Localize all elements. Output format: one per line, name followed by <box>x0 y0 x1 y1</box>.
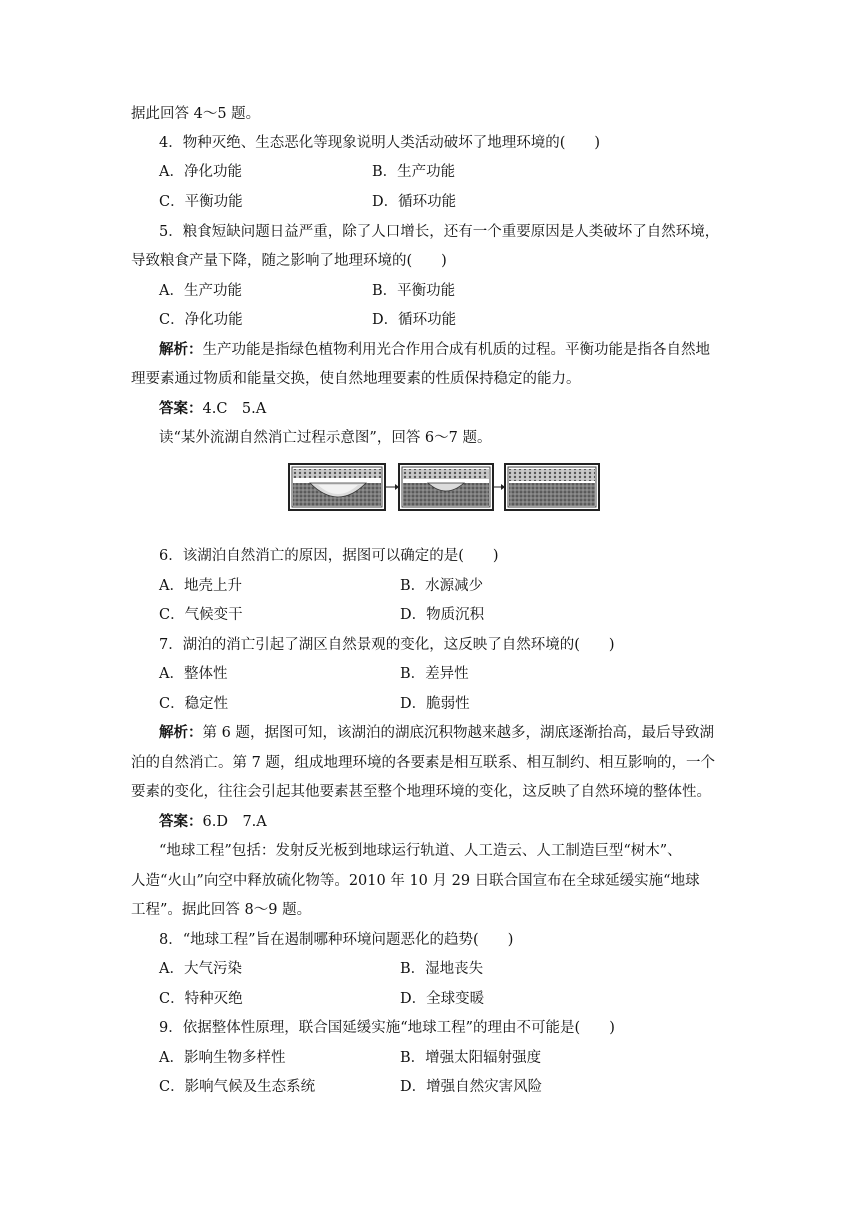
q4-option-a: A．净化功能 <box>159 164 242 180</box>
question-6-stem: 6．该湖泊自然消亡的原因，据图可以确定的是( ) <box>159 548 499 564</box>
q4-option-c: C．平衡功能 <box>159 194 243 210</box>
q9-option-b: B．增强太阳辐射强度 <box>400 1050 542 1066</box>
intro-4-5: 据此回答 4～5 题。 <box>131 106 261 122</box>
answer-label: 答案： <box>159 813 203 830</box>
q6-option-d: D．物质沉积 <box>400 607 485 623</box>
question-8-stem: 8．“地球工程”旨在遏制哪种环境问题恶化的趋势( ) <box>159 932 514 948</box>
lake-disappearance-figure <box>288 463 600 513</box>
lake-stage-1 <box>289 464 385 510</box>
question-9-stem: 9．依据整体性原理，联合国延缓实施“地球工程”的理由不可能是( ) <box>159 1020 615 1036</box>
answer-6-7 <box>159 812 267 832</box>
lake-stage-2 <box>399 464 493 510</box>
q6-option-c: C．气候变干 <box>159 607 243 623</box>
q8-option-c: C．特种灭绝 <box>159 991 243 1007</box>
q5-option-a: A．生产功能 <box>159 283 242 299</box>
q8-option-b: B．湿地丧失 <box>400 961 484 977</box>
answer-value: 6.D 7.A <box>202 814 267 830</box>
q7-option-c: C．稳定性 <box>159 696 229 712</box>
q7-option-a: A．整体性 <box>159 666 228 682</box>
q9-option-c: C．影响气候及生态系统 <box>159 1079 316 1095</box>
q9-option-a: A．影响生物多样性 <box>159 1050 286 1066</box>
q7-option-d: D．脆弱性 <box>400 696 470 712</box>
q8-option-d: D．全球变暖 <box>400 991 485 1007</box>
intro-8-9-line3: 工程”。据此回答 8～9 题。 <box>131 902 312 918</box>
question-7-stem: 7．湖泊的消亡引起了湖区自然景观的变化，这反映了自然环境的( ) <box>159 637 615 653</box>
q5-option-b: B．平衡功能 <box>372 283 456 299</box>
q5-option-d: D．循环功能 <box>372 312 457 328</box>
q4-option-d: D．循环功能 <box>372 194 457 210</box>
intro-8-9-line1: “地球工程”包括：发射反光板到地球运行轨道、人工造云、人工制造巨型“树木”、 <box>159 843 682 859</box>
explanation-text: 生产功能是指绿色植物利用光合作用合成有机质的过程。平衡功能是指各自然地 <box>202 342 710 358</box>
explanation-4-5-line1 <box>159 340 710 360</box>
question-4-stem: 4．物种灭绝、生态恶化等现象说明人类活动破坏了地理环境的( ) <box>159 135 601 151</box>
q8-option-a: A．大气污染 <box>159 961 242 977</box>
explanation-6-7-line2: 泊的自然消亡。第 7 题，组成地理环境的各要素是相互联系、相互制约、相互影响的，一个 <box>131 755 715 771</box>
answer-value: 4.C 5.A <box>202 401 267 417</box>
q6-option-a: A．地壳上升 <box>159 578 242 594</box>
intro-6-7: 读“某外流湖自然消亡过程示意图”，回答 6～7 题。 <box>159 430 492 446</box>
q5-option-c: C．净化功能 <box>159 312 243 328</box>
question-5-stem-line1: 5．粮食短缺问题日益严重，除了人口增长，还有一个重要原因是人类破坏了自然环境， <box>159 224 720 240</box>
explanation-4-5-line2: 理要素通过物质和能量交换，使自然地理要素的性质保持稳定的能力。 <box>131 371 581 387</box>
answer-label: 答案： <box>159 400 203 417</box>
explanation-6-7-line1 <box>159 723 714 743</box>
q9-option-d: D．增强自然灾害风险 <box>400 1079 543 1095</box>
answer-4-5 <box>159 399 266 419</box>
explanation-label: 解析： <box>159 341 203 358</box>
explanation-text: 第 6 题，据图可知，该湖泊的湖底沉积物越来越多，湖底逐渐抬高，最后导致湖 <box>202 725 714 741</box>
q7-option-b: B．差异性 <box>400 666 469 682</box>
lake-stage-3 <box>505 464 599 510</box>
intro-8-9-line2: 人造“火山”向空中释放硫化物等。2010 年 10 月 29 日联合国宣布在全球延缓实施“地球 <box>131 873 700 889</box>
question-5-stem-line2: 导致粮食产量下降，随之影响了地理环境的( ) <box>131 253 447 269</box>
q6-option-b: B．水源减少 <box>400 578 484 594</box>
q4-option-b: B．生产功能 <box>372 164 456 180</box>
explanation-label: 解析： <box>159 724 203 741</box>
explanation-6-7-line3: 要素的变化，往往会引起其他要素甚至整个地理环境的变化，这反映了自然环境的整体性。 <box>131 784 711 800</box>
